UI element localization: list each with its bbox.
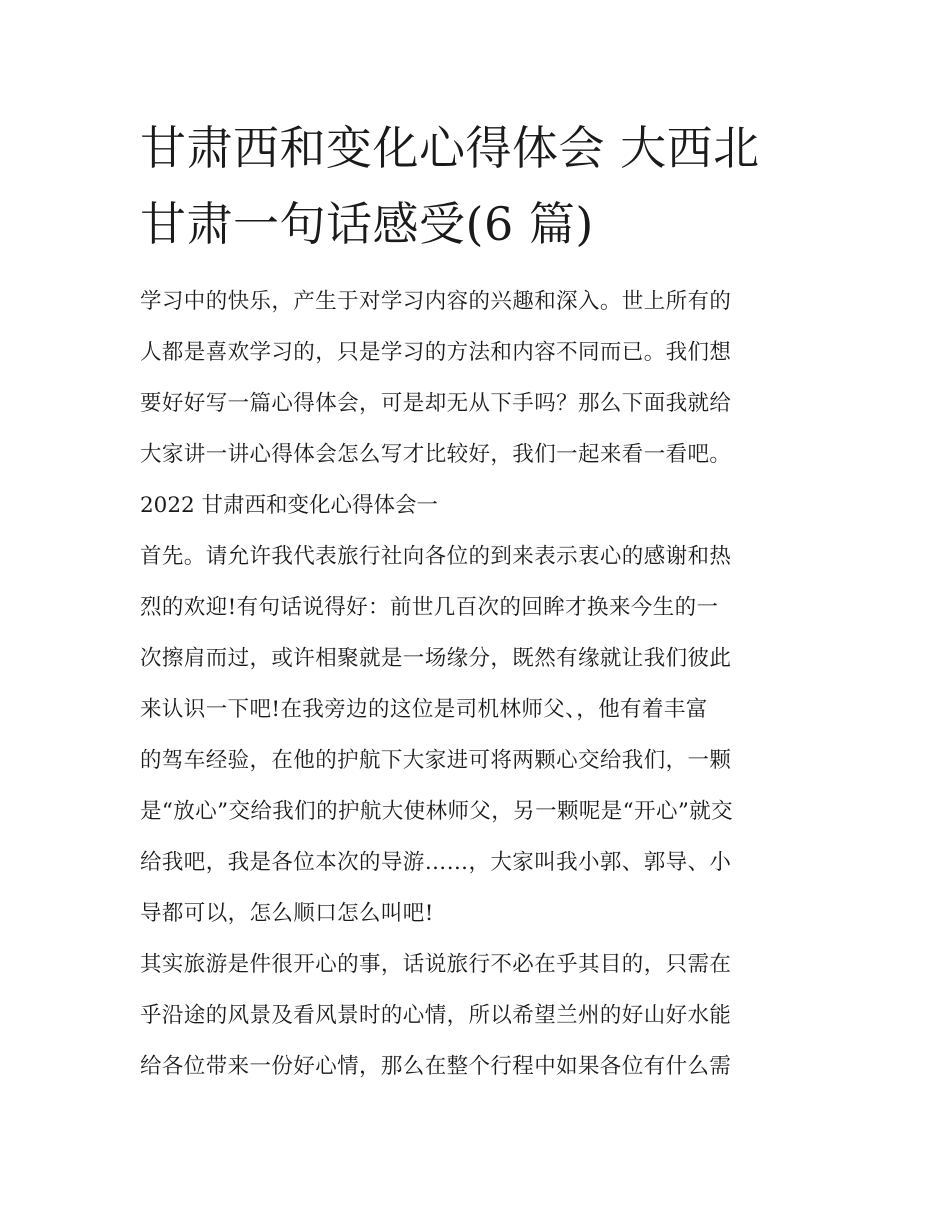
text-line: 导都可以，怎么顺口怎么叫吧! [140, 901, 434, 926]
paragraph-1 [140, 531, 816, 939]
document-title [140, 110, 816, 262]
title-line-2: 甘肃一句话感受(6 篇) [140, 197, 594, 251]
text-line: 学习中的快乐，产生于对学习内容的兴趣和深入。世上所有的 [140, 289, 732, 314]
text-line: 给我吧，我是各位本次的导游……，大家叫我小郭、郭导、小 [140, 850, 732, 875]
paragraph-2 [140, 939, 816, 1092]
text-line: 是“放心”交给我们的护航大使林师父，另一颗呢是“开心”就交 [140, 799, 734, 824]
text-line: 大家讲一讲心得体会怎么写才比较好，我们一起来看一看吧。 [140, 442, 732, 467]
text-line: 的驾车经验，在他的护航下大家进可将两颗心交给我们，一颗 [140, 748, 732, 773]
document-page [140, 110, 816, 1092]
text-line: 乎沿途的风景及看风景时的心情，所以希望兰州的好山好水能 [140, 1003, 732, 1028]
intro-paragraph [140, 276, 816, 480]
text-line: 给各位带来一份好心情，那么在整个行程中如果各位有什么需 [140, 1054, 732, 1079]
section-heading: 2022 甘肃西和变化心得体会一 [140, 493, 439, 518]
text-line: 首先。请允许我代表旅行社向各位的到来表示衷心的感谢和热 [140, 544, 732, 569]
text-line: 要好好写一篇心得体会，可是却无从下手吗？那么下面我就给 [140, 391, 732, 416]
title-line-1: 甘肃西和变化心得体会 大西北 [140, 121, 760, 175]
text-line: 烈的欢迎!有句话说得好：前世几百次的回眸才换来今生的一 [140, 595, 719, 620]
text-line: 其实旅游是件很开心的事，话说旅行不必在乎其目的，只需在 [140, 952, 732, 977]
text-line: 人都是喜欢学习的，只是学习的方法和内容不同而已。我们想 [140, 340, 732, 365]
text-line: 来认识一下吧!在我旁边的这位是司机林师父、，他有着丰富 [140, 697, 708, 722]
text-line: 次擦肩而过，或许相聚就是一场缘分，既然有缘就让我们彼此 [140, 646, 732, 671]
